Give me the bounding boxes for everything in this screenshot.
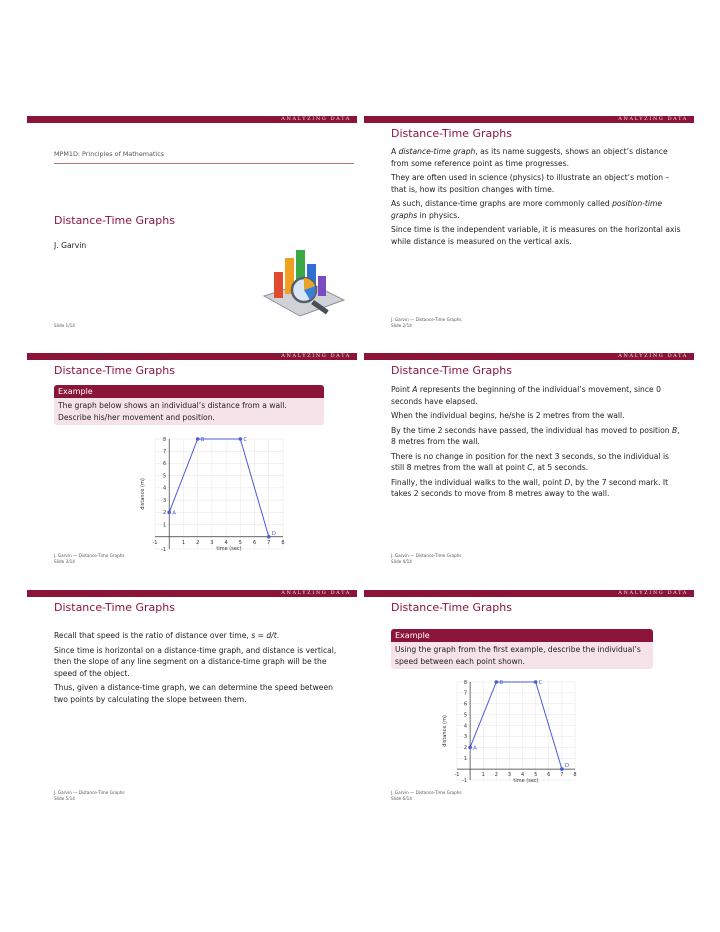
- x-tick-label: 1: [181, 539, 186, 546]
- footer-author: J. Garvin — Distance-Time Graphs: [391, 553, 462, 558]
- y-tick-label: -1: [462, 777, 468, 784]
- y-tick-label: 8: [463, 679, 468, 686]
- paragraph: They are often used in science (physics) to illustrate an object’s motion – that is, how its position changes with time.: [391, 173, 670, 194]
- slide-6: [364, 590, 694, 814]
- point-label-d: D: [271, 530, 277, 537]
- slide-header-bar: [364, 116, 694, 123]
- footer-author: J. Garvin — Distance-Time Graphs: [54, 553, 125, 558]
- x-tick-label: 2: [494, 772, 498, 779]
- data-point-a: [167, 511, 171, 515]
- slide-footer: [391, 317, 462, 328]
- slide-number: Slide 1/14: [54, 323, 75, 328]
- slide-4: [364, 353, 694, 577]
- x-tick-label: 6: [547, 772, 551, 779]
- paragraph: There is no change in position for the next 3 seconds, so the individual is still 8 metres from the wall at point C, at 5 seconds.: [391, 451, 670, 472]
- presentation-title: Distance-Time Graphs: [54, 214, 175, 227]
- y-tick-label: 7: [463, 690, 468, 697]
- distance-time-graph: [441, 678, 581, 794]
- slide-title: Distance-Time Graphs: [54, 601, 175, 614]
- data-point-b: [495, 680, 499, 684]
- footer-author: J. Garvin — Distance-Time Graphs: [391, 317, 462, 322]
- slide-2: [364, 116, 694, 340]
- example-label: Example: [54, 385, 324, 398]
- y-tick-label: 8: [163, 436, 167, 443]
- x-tick-label: 4: [520, 772, 525, 779]
- example-text: The graph below shows an individual’s distance from a wall. Describe his/her movement and position.: [54, 398, 324, 425]
- y-tick-label: 1: [163, 522, 167, 529]
- data-point-d: [560, 767, 564, 771]
- header-label: ANALYZING DATA: [618, 590, 688, 596]
- point-label-a: A: [172, 510, 176, 517]
- slide-title: Distance-Time Graphs: [391, 127, 512, 140]
- course-name: MPM1D: Principles of Mathematics: [54, 150, 165, 158]
- y-tick-label: 2: [163, 510, 167, 517]
- x-tick-label: 3: [507, 772, 512, 779]
- speed-formula: s = d/t: [251, 631, 277, 640]
- header-label: ANALYZING DATA: [281, 353, 351, 359]
- y-tick-label: 7: [163, 449, 167, 456]
- example-label: Example: [391, 629, 653, 642]
- y-tick-label: 1: [463, 756, 468, 763]
- slide-header-bar: [27, 590, 357, 597]
- slide-body: [391, 384, 681, 503]
- x-tick-label: 4: [224, 539, 228, 546]
- x-tick-label: 7: [267, 539, 271, 546]
- x-tick-label: 1: [481, 772, 485, 779]
- data-point-b: [196, 437, 200, 441]
- header-label: ANALYZING DATA: [281, 116, 351, 122]
- slide-number: Slide 4/14: [391, 558, 412, 564]
- footer-author: J. Garvin — Distance-Time Graphs: [54, 790, 125, 795]
- y-tick-label: 2: [463, 745, 468, 752]
- distance-time-graph: [139, 435, 289, 563]
- header-label: ANALYZING DATA: [618, 353, 688, 359]
- x-tick-label: 8: [573, 772, 577, 779]
- paragraph: A distance-time graph, as its name suggests, shows an object’s distance from some reference point as time progresses.: [391, 147, 668, 168]
- x-tick-label: 7: [560, 772, 564, 779]
- slide-header-bar: [27, 116, 357, 123]
- paragraph: By the time 2 seconds have passed, the individual has moved to position B, 8 metres from the wall.: [391, 425, 680, 446]
- x-tick-label: 5: [238, 539, 242, 546]
- point-label-c: C: [538, 680, 543, 686]
- header-label: ANALYZING DATA: [281, 590, 351, 596]
- y-tick-label: 3: [163, 497, 167, 504]
- x-tick-label: 3: [210, 539, 214, 546]
- paragraph: Thus, given a distance-time graph, we can determine the speed between two points by calculating the slope between them.: [54, 683, 333, 704]
- slide-number: Slide 3/14: [54, 558, 75, 564]
- y-tick-label: 5: [463, 712, 468, 719]
- slide-title: Distance-Time Graphs: [391, 601, 512, 614]
- slide-number: Slide 6/14: [391, 795, 412, 801]
- footer-author: J. Garvin — Distance-Time Graphs: [391, 790, 462, 795]
- slide-header-bar: [27, 353, 357, 360]
- slide-1: [27, 116, 357, 340]
- slide-header-bar: [364, 590, 694, 597]
- x-tick-label: 6: [252, 539, 257, 546]
- slide-title: Distance-Time Graphs: [54, 364, 175, 377]
- slide-footer: [54, 790, 125, 801]
- paragraph: When the individual begins, he/she is 2 metres from the wall.: [391, 411, 625, 420]
- paragraph: Recall that speed is the ratio of distance over time, s = d/t.: [54, 631, 280, 640]
- y-tick-label: 6: [463, 701, 468, 708]
- slide-number: Slide 5/14: [54, 795, 75, 801]
- data-point-a: [468, 746, 472, 750]
- author-name: J. Garvin: [54, 241, 87, 250]
- point-label-a: A: [473, 745, 477, 752]
- x-tick-label: 5: [534, 772, 538, 779]
- point-label-b: B: [200, 437, 205, 443]
- point-label-d: D: [564, 763, 570, 770]
- data-point-c: [239, 437, 243, 441]
- paragraph: As such, distance-time graphs are more commonly called position-time graphs in physics.: [391, 199, 663, 220]
- y-tick-label: 3: [463, 734, 468, 741]
- slide-header-bar: [364, 353, 694, 360]
- x-tick-label: -1: [152, 539, 158, 546]
- y-tick-label: 6: [163, 461, 167, 468]
- slide-3: [27, 353, 357, 577]
- example-text: Using the graph from the first example, describe the individual’s speed between each point shown.: [391, 642, 653, 669]
- paragraph: Point A represents the beginning of the individual’s movement, since 0 seconds have elapsed.: [391, 385, 661, 406]
- paragraph: Since time is horizontal on a distance-time graph, and distance is vertical, then the slope of any line segment on a distance-time graph will be the speed of the object.: [54, 645, 337, 678]
- data-point-c: [534, 680, 538, 684]
- y-tick-label: 4: [163, 485, 167, 492]
- point-label-c: C: [243, 437, 248, 443]
- x-axis-label: time (sec): [216, 545, 242, 552]
- slide-5: [27, 590, 357, 814]
- x-tick-label: 2: [196, 539, 200, 546]
- y-tick-label: 4: [463, 723, 468, 730]
- example-block: [391, 629, 653, 669]
- y-tick-label: -1: [161, 546, 167, 553]
- y-axis-label: distance (m): [140, 478, 146, 510]
- slide-body: [54, 630, 344, 708]
- x-tick-label: 8: [281, 539, 285, 546]
- slide-title: Distance-Time Graphs: [391, 364, 512, 377]
- slide-number: Slide 2/14: [391, 322, 412, 328]
- data-point-d: [267, 535, 271, 539]
- x-tick-label: -1: [454, 772, 460, 779]
- example-block: [54, 385, 324, 425]
- y-tick-label: 5: [163, 473, 167, 480]
- title-divider: [54, 163, 354, 164]
- slide-footer: [391, 553, 462, 564]
- slide-footer: [54, 553, 125, 564]
- slide-body: [391, 146, 681, 250]
- paragraph: Since time is the independent variable, it is measures on the horizontal axis while distance is measured on the vertical axis.: [391, 225, 681, 246]
- header-label: ANALYZING DATA: [618, 116, 688, 122]
- x-axis-label: time (sec): [513, 778, 539, 785]
- paragraph: Finally, the individual walks to the wall, point D, by the 7 second mark. It takes 2 seconds to move from 8 metres away to the wall.: [391, 477, 669, 498]
- y-axis-label: distance (m): [442, 715, 448, 747]
- bar-chart-magnifier-icon: [260, 244, 346, 320]
- slide-footer: [391, 790, 462, 801]
- point-label-b: B: [499, 680, 504, 686]
